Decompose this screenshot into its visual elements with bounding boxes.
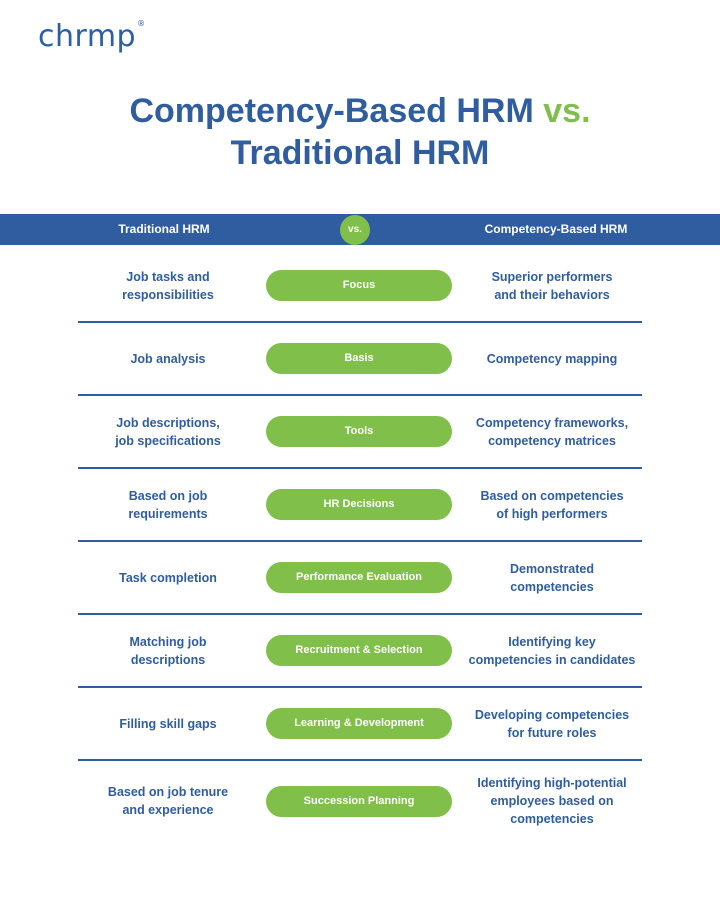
- competency-cell: Competency frameworks, competency matrices: [475, 415, 629, 448]
- brand-logo: [38, 19, 146, 54]
- aspect-pill: Learning & Development: [266, 708, 452, 739]
- traditional-cell: Matching job descriptions: [129, 634, 207, 667]
- comparison-row: [78, 323, 642, 396]
- comparison-row: [78, 688, 642, 761]
- comparison-table: [0, 250, 720, 841]
- traditional-cell: Based on job requirements: [128, 488, 208, 521]
- title-vs: vs.: [543, 92, 591, 130]
- comparison-row: [78, 542, 642, 615]
- page-title: [0, 90, 720, 174]
- traditional-cell: Based on job tenure and experience: [107, 785, 229, 817]
- aspect-pill: Tools: [266, 416, 452, 447]
- logo-text: chrmp: [38, 19, 137, 54]
- comparison-row: [78, 469, 642, 542]
- header-traditional: Traditional HRM: [118, 222, 210, 236]
- comparison-row: [78, 396, 642, 469]
- competency-cell: Based on competencies of high performers: [480, 488, 624, 521]
- competency-cell: Competency mapping: [486, 351, 618, 366]
- competency-cell: Developing competencies for future roles: [474, 707, 630, 740]
- comparison-row: [78, 250, 642, 323]
- title-line1: Competency-Based HRM: [129, 92, 534, 130]
- header-competency-based: Competency-Based HRM: [484, 222, 628, 236]
- competency-cell: Identifying key competencies in candidates: [468, 634, 636, 667]
- vs-badge: vs.: [340, 215, 370, 245]
- comparison-row: [78, 615, 642, 688]
- comparison-row: [78, 761, 642, 841]
- aspect-pill: Succession Planning: [266, 786, 452, 817]
- aspect-pill: Performance Evaluation: [266, 562, 452, 593]
- traditional-cell: Job tasks and responsibilities: [122, 269, 214, 302]
- competency-cell: Superior performers and their behaviors: [491, 269, 613, 302]
- aspect-pill: HR Decisions: [266, 489, 452, 520]
- traditional-cell: Filling skill gaps: [119, 716, 217, 731]
- traditional-cell: Job descriptions, job specifications: [115, 415, 221, 448]
- aspect-pill: Recruitment & Selection: [266, 635, 452, 666]
- trademark-symbol: ®: [137, 19, 146, 28]
- aspect-pill: Basis: [266, 343, 452, 374]
- aspect-pill: Focus: [266, 270, 452, 301]
- traditional-cell: Job analysis: [130, 351, 206, 366]
- traditional-cell: Task completion: [119, 570, 217, 585]
- competency-cell: Identifying high-potential employees based on competencies: [477, 776, 627, 826]
- title-line2: Traditional HRM: [230, 134, 490, 172]
- competency-cell: Demonstrated competencies: [509, 561, 595, 594]
